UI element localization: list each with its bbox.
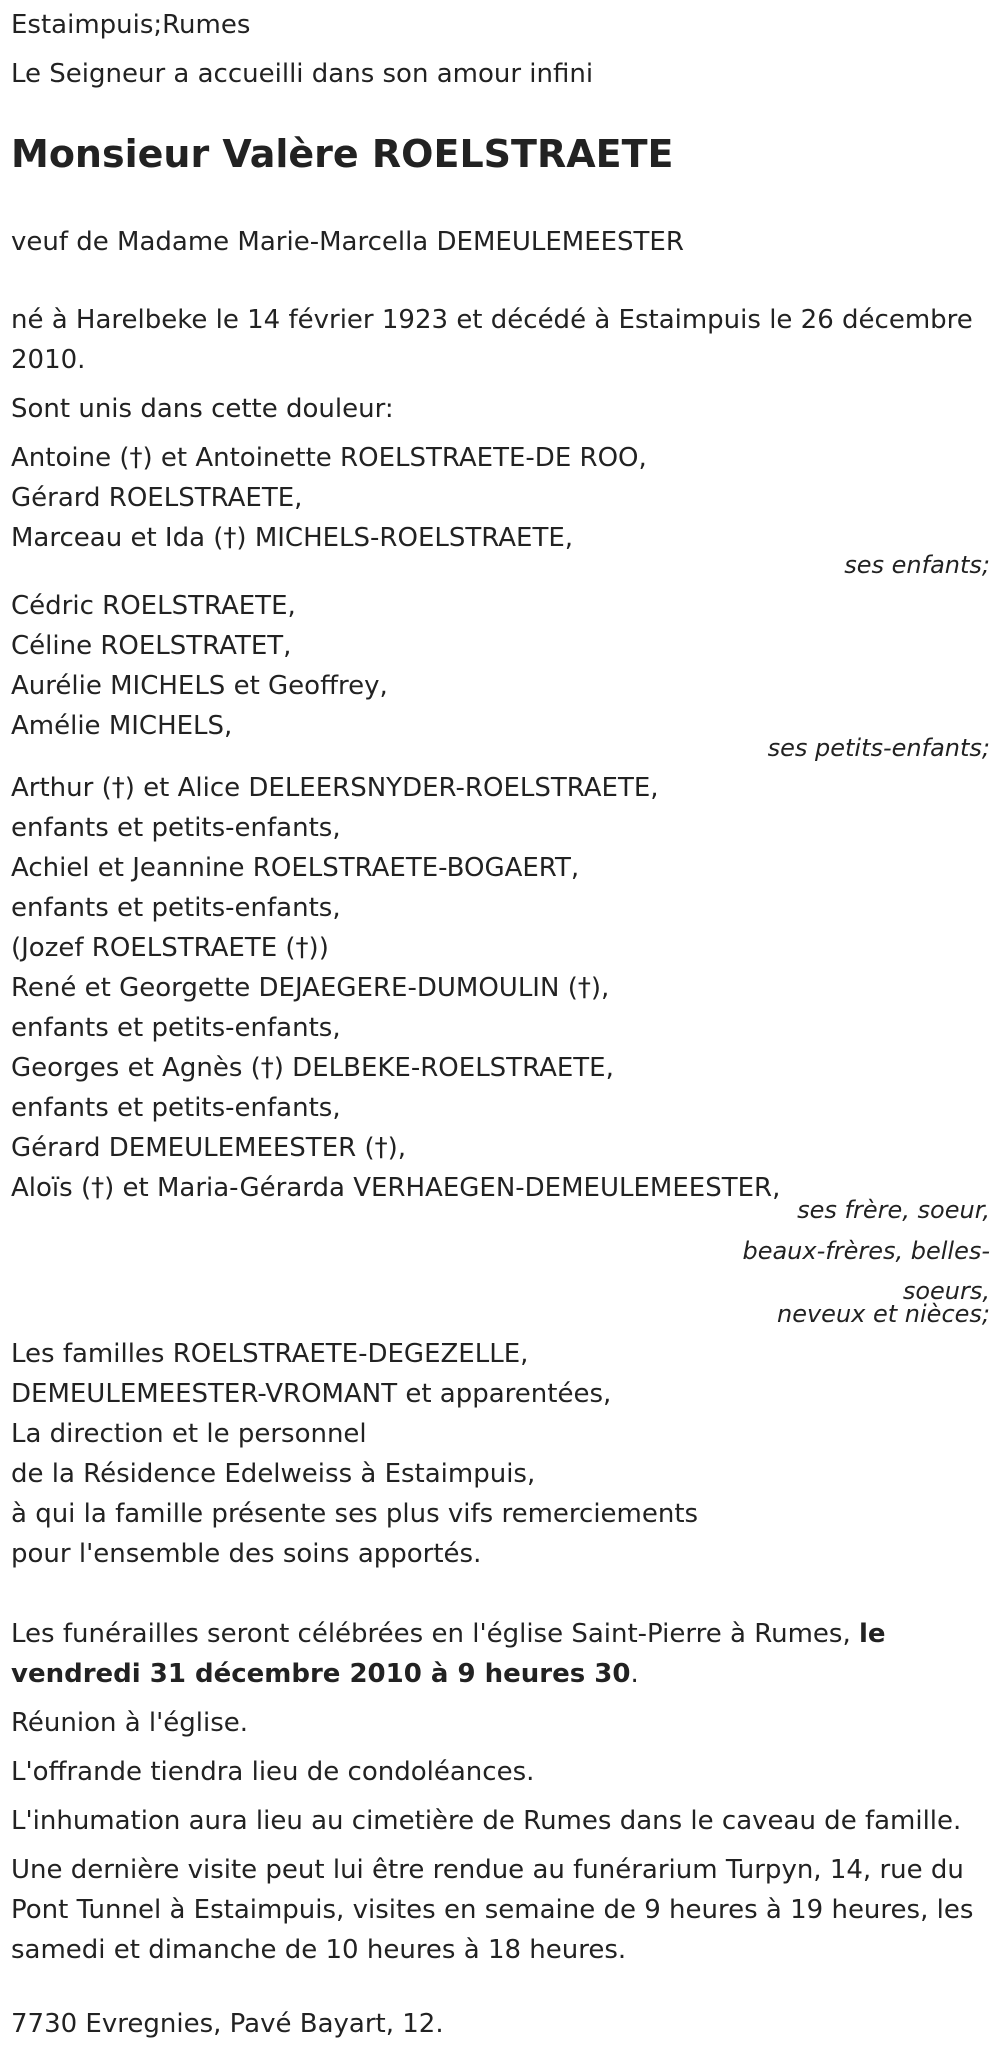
children-line: Marceau et Ida (†) MICHELS-ROELSTRAETE,: [11, 523, 574, 553]
siblings-line: Georges et Agnès (†) DELBEKE-ROELSTRAETE,: [11, 1053, 614, 1083]
deceased-name: Monsieur Valère ROELSTRAETE: [11, 132, 674, 176]
siblings-label: neveux et nièces;: [777, 1300, 990, 1328]
children-line: Antoine (†) et Antoinette ROELSTRAETE-DE ROO,: [11, 443, 647, 473]
grandchildren-label: ses petits-enfants;: [767, 734, 990, 762]
siblings-line: Gérard DEMEULEMEESTER (†),: [11, 1133, 407, 1163]
siblings-line: enfants et petits-enfants,: [11, 813, 341, 843]
visit-paragraph: Une dernière visite peut lui être rendue au funérarium Turpyn, 14, rue du Pont Tunnel à Estaimpuis, visites en semaine de 9 heures à 19 heures, les samedi et dimanche de 10 heures à 18 heures.: [11, 1855, 974, 1965]
location: Estaimpuis;Rumes: [11, 10, 251, 40]
siblings-line: enfants et petits-enfants,: [11, 1093, 341, 1123]
siblings-line: Arthur (†) et Alice DELEERSNYDER-ROELSTRAETE,: [11, 773, 659, 803]
siblings-line: (Jozef ROELSTRAETE (†)): [11, 933, 329, 963]
mourners-intro: Sont unis dans cette douleur:: [11, 394, 394, 424]
others-line: DEMEULEMEESTER-VROMANT et apparentées,: [11, 1379, 612, 1409]
children-label: ses enfants;: [844, 551, 990, 579]
siblings-line: enfants et petits-enfants,: [11, 1013, 341, 1043]
funeral-end: .: [630, 1659, 639, 1689]
offering-line: L'offrande tiendra lieu de condoléances.: [11, 1757, 535, 1787]
funeral-text: Les funérailles seront célébrées en l'église Saint-Pierre à Rumes,: [11, 1619, 859, 1649]
funeral-paragraph: [11, 1614, 986, 1694]
siblings-line: Achiel et Jeannine ROELSTRAETE-BOGAERT,: [11, 853, 580, 883]
siblings-line: enfants et petits-enfants,: [11, 893, 341, 923]
children-line: Gérard ROELSTRAETE,: [11, 483, 303, 513]
intro-text: Le Seigneur a accueilli dans son amour infini: [11, 59, 594, 89]
address-line: 7730 Evregnies, Pavé Bayart, 12.: [11, 2009, 444, 2039]
others-line: pour l'ensemble des soins apportés.: [11, 1539, 482, 1569]
siblings-line: René et Georgette DEJAEGERE-DUMOULIN (†),: [11, 973, 610, 1003]
birth-death-line: né à Harelbeke le 14 février 1923 et décédé à Estaimpuis le 26 décembre 2010.: [11, 305, 973, 375]
burial-line: L'inhumation aura lieu au cimetière de Rumes dans le caveau de famille.: [11, 1806, 962, 1836]
grandchildren-line: Céline ROELSTRATET,: [11, 631, 292, 661]
meeting-line: Réunion à l'église.: [11, 1708, 249, 1738]
grandchildren-line: Amélie MICHELS,: [11, 711, 233, 741]
spouse-line: veuf de Madame Marie-Marcella DEMEULEMEESTER: [11, 227, 684, 257]
others-line: de la Résidence Edelweiss à Estaimpuis,: [11, 1459, 536, 1489]
others-line: La direction et le personnel: [11, 1419, 367, 1449]
funeral-date: le vendredi 31 décembre 2010 à 9 heures 30: [11, 1619, 886, 1689]
grandchildren-line: Aurélie MICHELS et Geoffrey,: [11, 671, 388, 701]
grandchildren-line: Cédric ROELSTRAETE,: [11, 591, 296, 621]
siblings-label: soeurs,: [902, 1277, 990, 1305]
others-line: à qui la famille présente ses plus vifs remerciements: [11, 1499, 699, 1529]
others-line: Les familles ROELSTRAETE-DEGEZELLE,: [11, 1339, 529, 1369]
siblings-label: beaux-frères, belles-: [742, 1237, 990, 1265]
siblings-line: Aloïs (†) et Maria-Gérarda VERHAEGEN-DEMEULEMEESTER,: [11, 1173, 781, 1203]
siblings-label: ses frère, soeur,: [797, 1196, 990, 1224]
